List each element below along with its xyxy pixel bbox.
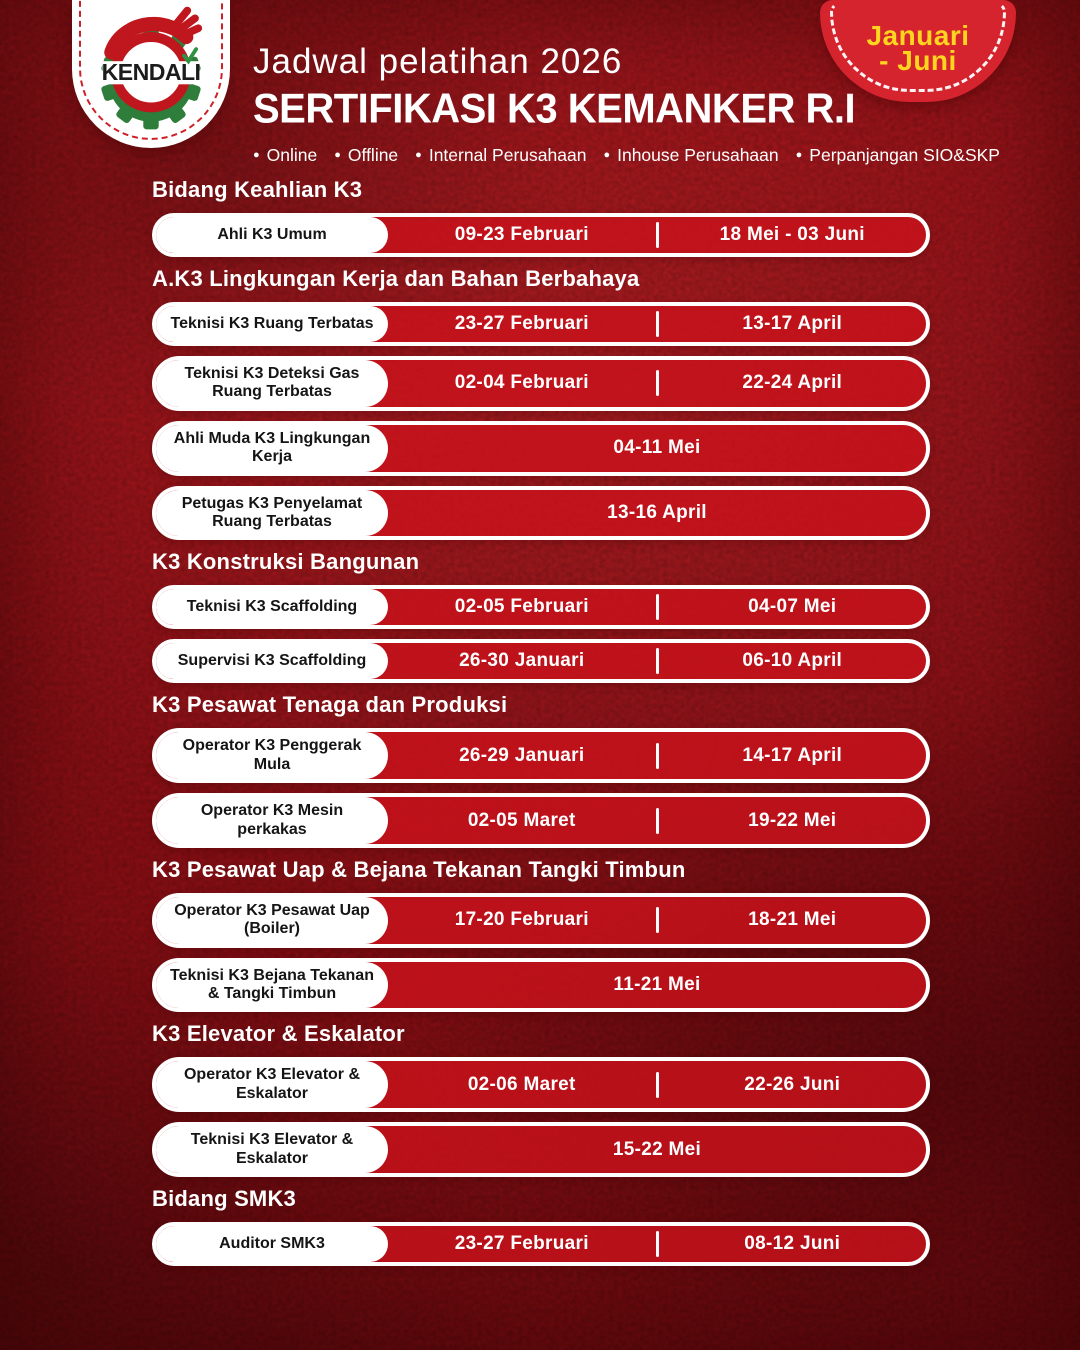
section-title: K3 Pesawat Tenaga dan Produksi — [152, 692, 508, 718]
course-label: Teknisi K3 Elevator & Eskalator — [190, 1131, 354, 1167]
schedule-row — [152, 486, 930, 541]
course-label: Petugas K3 Penyelamat Ruang Terbatas — [181, 494, 363, 530]
section-title: A.K3 Lingkungan Kerja dan Bahan Berbahaya — [152, 266, 640, 291]
date-batch-2: 22-24 April — [742, 372, 843, 394]
date-batch-1: 02-06 Maret — [467, 1073, 576, 1095]
course-pill — [156, 589, 388, 625]
schedule-row — [152, 1222, 930, 1266]
date-single: 04-11 Mei — [613, 437, 701, 459]
bullet-icon: ● — [253, 149, 260, 161]
schedule-row — [152, 1122, 930, 1177]
dates — [388, 1061, 926, 1108]
schedule-row — [152, 356, 930, 411]
dates — [388, 1226, 926, 1262]
date-single: 15-22 Mei — [612, 1138, 702, 1160]
tag-label: Internal Perusahaan — [428, 145, 587, 165]
date-batch-1: 17-20 Februari — [454, 909, 589, 931]
section-bidang-smk3 — [152, 1187, 930, 1266]
course-pill — [156, 1126, 388, 1173]
course-pill — [156, 360, 388, 407]
schedule-row — [152, 213, 930, 257]
section-bidang-keahlian-k3 — [152, 178, 930, 257]
course-label: Operator K3 Elevator & Eskalator — [183, 1066, 361, 1102]
section-title: K3 Konstruksi Bangunan — [152, 549, 420, 575]
dates — [388, 962, 926, 1009]
date-batch-2: 08-12 Juni — [744, 1233, 841, 1255]
schedule-row — [152, 728, 930, 783]
dates — [388, 360, 926, 407]
date-batch-1: 26-30 Januari — [459, 650, 585, 672]
ribbon-line-2: - Juni — [879, 45, 957, 76]
bullet-icon: ● — [415, 149, 422, 161]
bullet-icon: ● — [334, 149, 341, 161]
hand-icon — [111, 11, 198, 53]
tag-item — [603, 145, 778, 166]
date-batch-1: 23-27 Februari — [454, 313, 589, 334]
tag-item — [415, 145, 586, 166]
course-label: Ahli Muda K3 Lingkungan Kerja — [173, 429, 371, 466]
dates — [388, 797, 926, 844]
course-label: Operator K3 Pesawat Uap (Boiler) — [174, 901, 370, 938]
section-elevator-eskalator — [152, 1022, 930, 1177]
date-batch-2: 18-21 Mei — [748, 909, 837, 931]
dates — [388, 425, 926, 472]
course-label: Teknisi K3 Ruang Terbatas — [170, 314, 374, 332]
date-batch-1: 09-23 Februari — [454, 224, 589, 245]
date-batch-2: 06-10 April — [742, 650, 843, 672]
tag-label: Offline — [347, 145, 399, 165]
course-pill — [156, 306, 388, 342]
schedule-row — [152, 639, 930, 683]
schedule-row — [152, 793, 930, 848]
dates — [388, 643, 926, 679]
course-label: Supervisi K3 Scaffolding — [177, 652, 367, 670]
course-label: Operator K3 Mesin perkakas — [200, 802, 344, 838]
date-batch-1: 02-04 Februari — [454, 372, 589, 394]
date-batch-1: 26-29 Januari — [459, 744, 585, 766]
date-batch-2: 18 Mei - 03 Juni — [719, 224, 865, 245]
ribbon-line-1: Januari — [866, 19, 970, 51]
course-label: Auditor SMK3 — [219, 1234, 325, 1252]
dates — [388, 490, 926, 537]
course-pill — [156, 425, 388, 472]
schedule-row — [152, 893, 930, 948]
schedule-row — [152, 958, 930, 1013]
check-icon — [184, 49, 196, 61]
course-pill — [156, 643, 388, 679]
date-batch-2: 04-07 Mei — [748, 596, 837, 618]
section-lingkungan-kerja — [152, 267, 930, 540]
dates — [388, 217, 926, 253]
schedule-row — [152, 585, 930, 629]
logo-brand-text: KENDALI — [101, 58, 201, 85]
tag-item — [334, 145, 398, 166]
course-label: Ahli K3 Umum — [217, 225, 327, 243]
tag-label: Online — [266, 145, 318, 165]
tag-item — [796, 145, 1000, 166]
section-konstruksi-bangunan — [152, 550, 930, 683]
course-pill — [156, 897, 388, 944]
dates — [388, 897, 926, 944]
date-batch-2: 14-17 April — [742, 744, 843, 766]
dates — [388, 732, 926, 779]
course-label: Teknisi K3 Bejana Tekanan & Tangki Timbun — [170, 966, 374, 1003]
course-label: Teknisi K3 Scaffolding — [186, 598, 358, 616]
tag-list — [253, 145, 1000, 166]
dates — [388, 1126, 926, 1173]
date-batch-1: 23-27 Februari — [454, 1233, 589, 1255]
date-batch-2: 22-26 Juni — [744, 1073, 841, 1095]
date-single: 11-21 Mei — [613, 974, 701, 996]
course-pill — [156, 732, 388, 779]
course-pill — [156, 490, 388, 537]
date-batch-2: 13-17 April — [742, 313, 843, 334]
dates — [388, 306, 926, 342]
course-pill — [156, 217, 388, 253]
schedule-row — [152, 302, 930, 346]
bullet-icon: ● — [795, 149, 803, 161]
section-title: Bidang SMK3 — [152, 1186, 296, 1212]
kendali-logo-icon — [85, 4, 217, 136]
course-label: Operator K3 Penggerak Mula — [182, 737, 362, 773]
schedule-row — [152, 421, 930, 476]
bullet-icon: ● — [603, 149, 611, 161]
page-title: SERTIFIKASI K3 KEMANKER R.I — [253, 86, 856, 132]
tag-label: Perpanjangan SIO&SKP — [809, 145, 1000, 165]
header-subtitle: Jadwal pelatihan 2026 — [253, 42, 623, 81]
date-batch-1: 02-05 Februari — [454, 596, 589, 618]
dates — [388, 589, 926, 625]
course-label: Teknisi K3 Deteksi Gas Ruang Terbatas — [184, 365, 360, 401]
logo-badge — [72, 0, 230, 148]
gear-icon — [100, 28, 201, 129]
schedule-row — [152, 1057, 930, 1112]
course-pill — [156, 962, 388, 1009]
section-pesawat-uap — [152, 858, 930, 1013]
course-pill — [156, 1061, 388, 1108]
date-single: 13-16 April — [607, 501, 707, 523]
tag-label: Inhouse Perusahaan — [617, 145, 779, 165]
tag-item — [253, 145, 317, 166]
date-batch-2: 19-22 Mei — [748, 809, 837, 831]
date-batch-1: 02-05 Maret — [467, 809, 576, 831]
schedule — [152, 178, 930, 1276]
course-pill — [156, 1226, 388, 1262]
section-pesawat-tenaga — [152, 693, 930, 848]
section-title: K3 Pesawat Uap & Bejana Tekanan Tangki Timbun — [152, 856, 686, 882]
section-title: Bidang Keahlian K3 — [152, 177, 363, 202]
section-title: K3 Elevator & Eskalator — [152, 1021, 405, 1047]
course-pill — [156, 797, 388, 844]
